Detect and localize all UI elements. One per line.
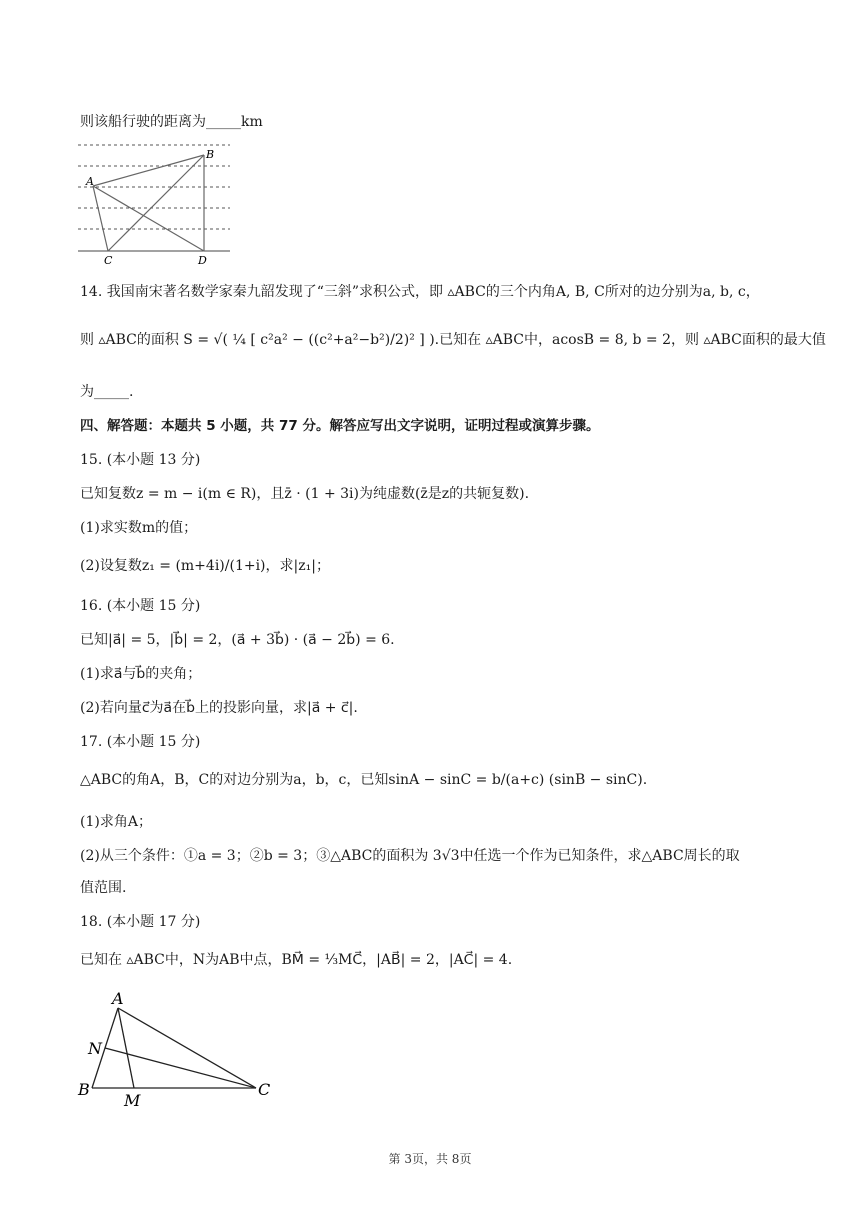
q16-header: 16. (本小题 15 分) [80, 598, 201, 614]
figure-q18-triangle [74, 988, 284, 1108]
q16-part2: (2)若向量c⃗为a⃗在b⃗上的投影向量，求|a⃗ + c⃗|. [80, 700, 358, 716]
page-footer: 第 3页，共 8页 [388, 1152, 472, 1166]
q15-stem: 已知复数z = m − i(m ∈ R)，且z̄ · (1 + 3i)为纯虚数(z̄是z的共轭复数). [80, 486, 530, 502]
label-c: C [258, 1080, 271, 1099]
q15-header: 15. (本小题 13 分) [80, 452, 201, 468]
q13-answer-line: 则该船行驶的距离为_____km [80, 114, 263, 130]
q17-part2b: 值范围. [80, 880, 127, 896]
q14-line1: 14. 我国南宋著名数学家秦九韶发现了“三斜”求积公式，即 ▵ABC的三个内角A, B, C所对的边分别为a, b, c， [80, 284, 760, 300]
q16-part1: (1)求a⃗与b⃗的夹角； [80, 666, 202, 682]
label-a: A [112, 989, 124, 1008]
q15-part2: (2)设复数z₁ = (m+4i)/(1+i)，求|z₁|； [80, 558, 330, 574]
label-m: M [124, 1091, 141, 1108]
q16-stem: 已知|a⃗| = 5，|b⃗| = 2，(a⃗ + 3b⃗) · (a⃗ − 2b⃗) = 6. [80, 632, 395, 648]
q14-line2: 则 ▵ABC的面积 S = √( ¼ [ c²a² − ((c²+a²−b²)/2)² ] ).已知在 ▵ABC中，acosB = 8, b = 2，则 ▵ABC面积的最大值 [80, 332, 826, 348]
label-c: C [104, 254, 113, 267]
q17-part1: (1)求角A； [80, 814, 152, 830]
q17-header: 17. (本小题 15 分) [80, 734, 201, 750]
label-b: B [78, 1080, 90, 1099]
q15-part1: (1)求实数m的值； [80, 520, 198, 536]
q14-line3: 为_____. [80, 384, 134, 400]
label-b: B [206, 148, 215, 161]
label-a: A [86, 175, 94, 188]
q17-stem: △ABC的角A，B，C的对边分别为a，b，c，已知sinA − sinC = b/(a+c) (sinB − sinC). [80, 772, 648, 788]
label-n: N [88, 1039, 102, 1058]
label-d: D [198, 254, 207, 267]
q17-part2a: (2)从三个条件：①a = 3；②b = 3；③△ABC的面积为 3√3中任选一个作为已知条件，求△ABC周长的取 [80, 848, 740, 864]
figure-q13-ship-diagram [78, 140, 238, 268]
q18-header: 18. (本小题 17 分) [80, 914, 201, 930]
section-heading: 四、解答题：本题共 5 小题，共 77 分。解答应写出文字说明，证明过程或演算步骤。 [80, 418, 600, 434]
q18-stem: 已知在 ▵ABC中，N为AB中点，BM⃗ = ⅓MC⃗，|AB⃗| = 2，|AC⃗| = 4. [80, 952, 513, 968]
